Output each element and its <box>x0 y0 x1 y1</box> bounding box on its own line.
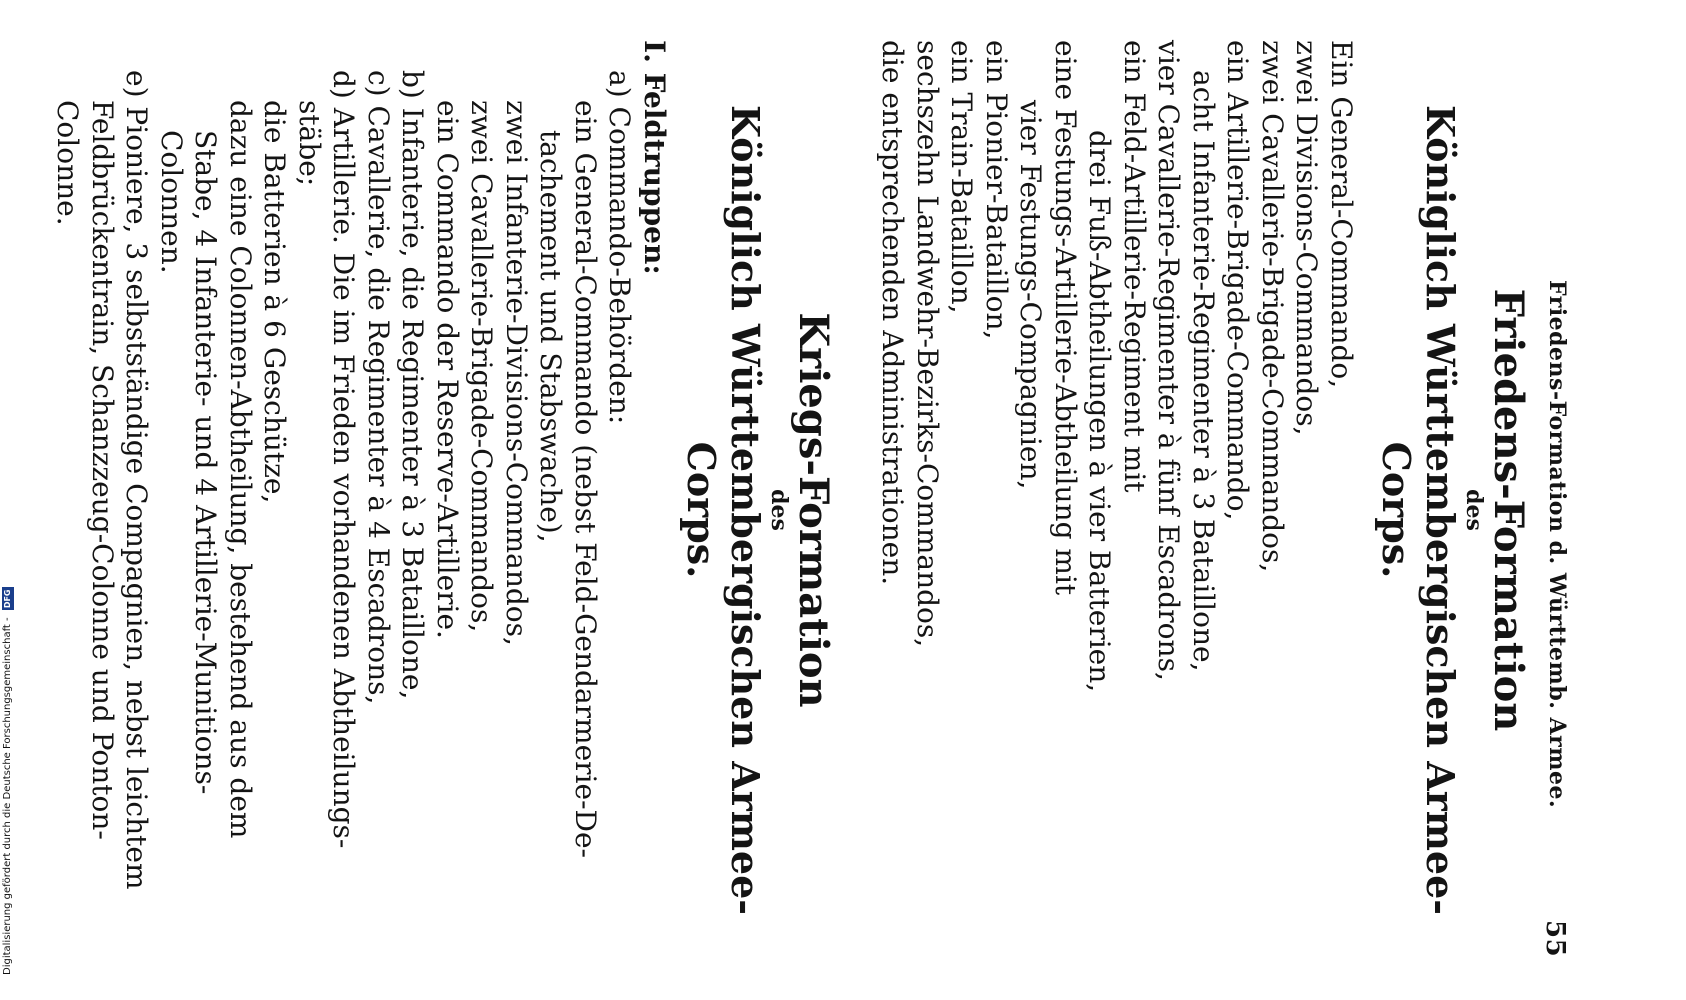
war-line: tachement und Stabswache), <box>534 130 568 543</box>
war-subheading: Königlich Württembergischen Armee-Corps. <box>679 104 768 916</box>
running-head <box>1540 40 1570 980</box>
peace-line: zwei Divisions-Commandos, <box>1290 40 1324 436</box>
digitization-notice-text: Digitalisierung gefördert durch die Deutsche Forschungsgemeinschaft - <box>2 617 13 975</box>
war-line: Colonnen. <box>155 130 188 274</box>
peace-subheading: Königlich Württembergischen Armee-Corps. <box>1374 104 1463 916</box>
dfg-logo: DFG <box>3 589 12 609</box>
war-line: Colonne. <box>51 100 85 226</box>
war-line: ein General-Commando (nebst Feld-Gendarmerie-De- <box>569 100 602 859</box>
war-line: I. Feldtruppen: <box>638 40 671 275</box>
war-line: e) Pioniere, 3 selbstständige Compagnien, nebst leichtem <box>120 70 154 890</box>
page-number: 55 <box>1540 920 1570 958</box>
peace-line: drei Fuß-Abtheilungen à vier Batterien, <box>1083 130 1117 693</box>
peace-line: eine Festungs-Artillerie-Abtheilung mit <box>1049 40 1082 596</box>
peace-line: acht Infanterie-Regimenter à 3 Bataillone, <box>1187 70 1220 672</box>
digitization-notice <box>2 375 14 975</box>
peace-line: zwei Cavallerie-Brigade-Commandos, <box>1256 40 1289 573</box>
war-line: dazu eine Colonnen-Abtheilung, bestehend aus dem <box>224 100 257 839</box>
war-line: d) Artillerie. Die im Frieden vorhandenen Abtheilungs- <box>327 70 361 849</box>
war-line: zwei Infanterie-Divisions-Commandos, <box>500 100 533 646</box>
peace-line: ein Train-Bataillon, <box>945 40 979 314</box>
peace-heading: Friedens-Formation <box>1485 288 1532 732</box>
running-head-title: Friedens-Formation d. Württemb. Armee. <box>1544 280 1570 809</box>
war-line: die Batterien à 6 Geschütze, <box>258 100 292 504</box>
peace-line: ein Artillerie-Brigade-Commando, <box>1221 40 1255 521</box>
war-formation-section <box>50 40 835 980</box>
peace-line: die entsprechenden Administrationen. <box>876 40 910 586</box>
war-heading: Kriegs-Formation <box>790 312 837 708</box>
war-line: zwei Cavallerie-Brigade-Commandos, <box>465 100 499 633</box>
war-line: stäbe; <box>293 100 326 187</box>
war-des: des <box>766 489 792 531</box>
rotated-book-page <box>51 40 1570 980</box>
peace-line: sechszehn Landwehr-Bezirks-Commandos, <box>911 40 944 648</box>
war-line: b) Infanterie, die Regimenter à 3 Bataillone, <box>396 70 430 700</box>
war-line: ein Commando der Reserve-Artillerie. <box>431 100 464 639</box>
peace-formation-section <box>875 40 1530 980</box>
peace-line: ein Pionier-Bataillon, <box>980 40 1013 340</box>
war-line: Feldbrückentrain, Schanzzeug-Colonne und Ponton- <box>86 100 119 840</box>
war-line: a) Commando-Behörden: <box>603 70 637 425</box>
peace-line: vier Festungs-Compagnien, <box>1014 100 1048 490</box>
peace-des: des <box>1461 489 1487 531</box>
war-line: c) Cavallerie, die Regimenter à 4 Escadrons, <box>362 70 395 705</box>
peace-line: Ein General-Commando, <box>1325 40 1358 389</box>
peace-line: vier Cavallerie-Regimenter à fünf Escadrons, <box>1152 40 1186 681</box>
peace-line: ein Feld-Artillerie-Regiment mit <box>1118 40 1151 493</box>
war-line: Stabe, 4 Infanterie- und 4 Artillerie-Munitions- <box>189 130 223 795</box>
